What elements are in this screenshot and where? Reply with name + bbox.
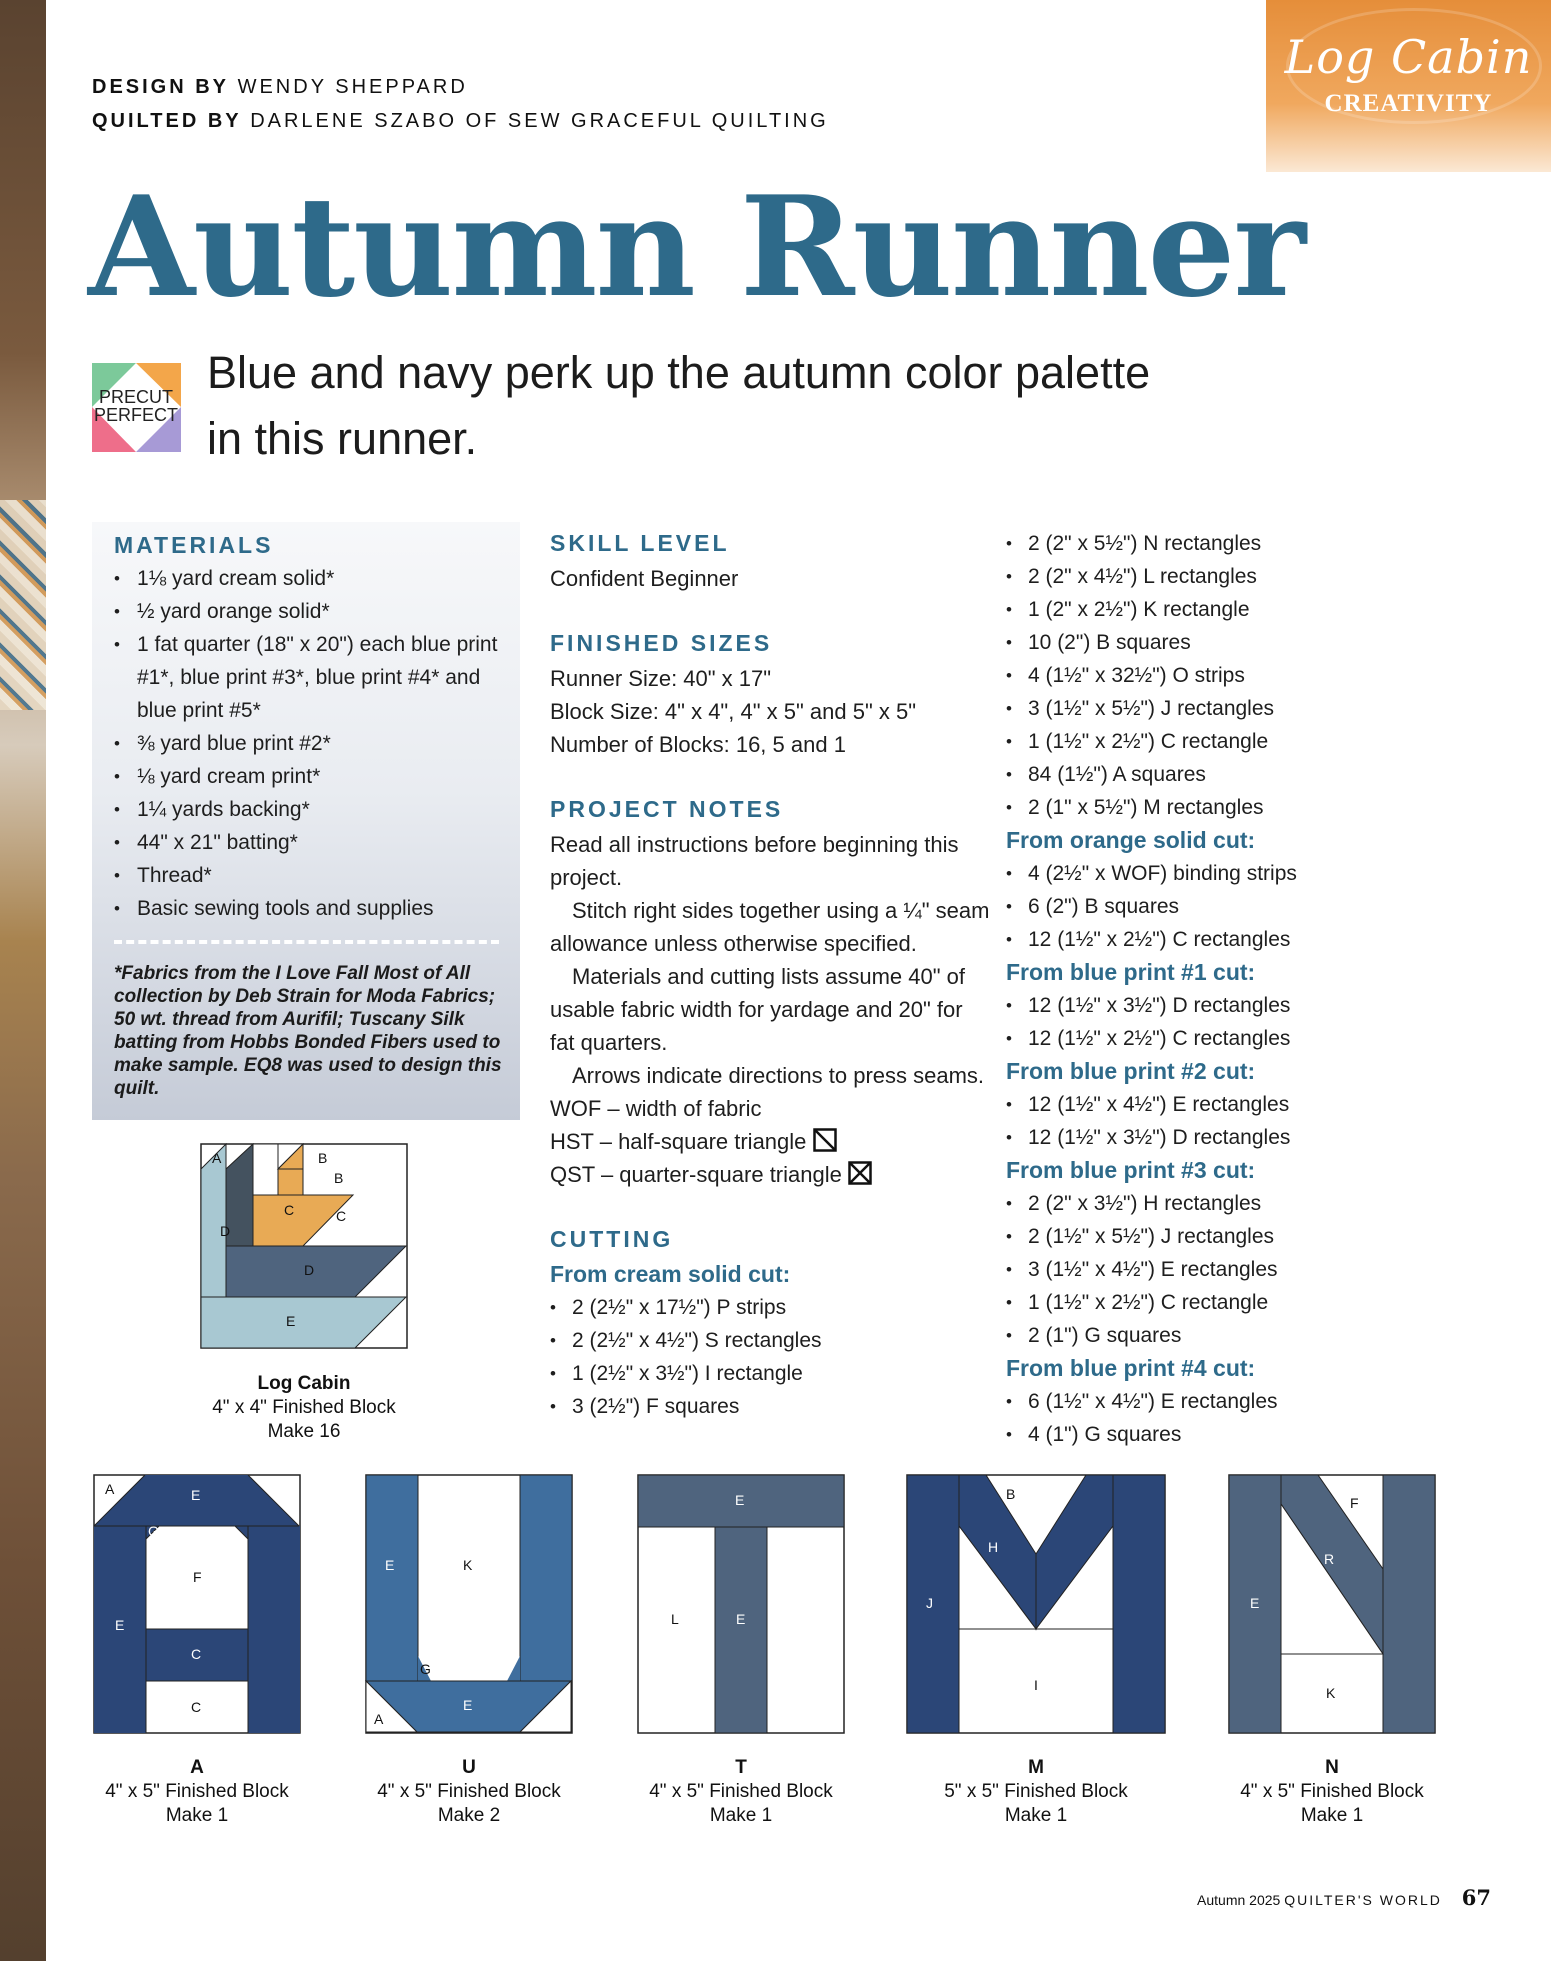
list-item: • 2 (1" x 5½") M rectangles — [1006, 791, 1366, 824]
hst-text: HST – half-square triangle — [550, 1129, 807, 1154]
n-block-label-r: R — [1324, 1551, 1335, 1567]
log-cabin-label-c: C — [284, 1202, 295, 1218]
t-block-label-e: E — [735, 1492, 745, 1508]
block-size: 4" x 5" Finished Block — [649, 1781, 833, 1802]
letter-u-caption — [342, 1756, 596, 1828]
u-block-label-a: A — [374, 1711, 384, 1727]
note-paragraph: Materials and cutting lists assume 40" of usable fabric width for yardage and 20" for fat quarters. — [550, 964, 965, 1055]
cutting-heading: CUTTING — [550, 1226, 674, 1252]
n-block-label-f: F — [1350, 1495, 1359, 1511]
design-label: DESIGN BY — [92, 76, 230, 98]
list-item: • 3 (1½" x 4½") E rectangles — [1006, 1253, 1366, 1286]
m-block-label-b: B — [1006, 1486, 1016, 1502]
section-badge — [1266, 0, 1551, 172]
cream-cut-list — [550, 1291, 990, 1423]
page-title: Autumn Runner — [88, 165, 1305, 328]
log-cabin-label-b: B — [334, 1170, 344, 1186]
list-item: • 12 (1½" x 2½") C rectangles — [1006, 923, 1366, 956]
block-name: N — [1325, 1757, 1339, 1778]
issue-date: Autumn 2025 — [1197, 1892, 1281, 1908]
list-item: • 3 (2½") F squares — [550, 1390, 990, 1423]
list-item: • 6 (1½" x 4½") E rectangles — [1006, 1385, 1366, 1418]
blue4-cut-list — [1006, 1385, 1366, 1451]
block-name: U — [462, 1757, 476, 1778]
badge-subtitle: CREATIVITY — [1324, 90, 1493, 117]
blue3-cut-list — [1006, 1187, 1366, 1352]
page-footer — [1197, 1885, 1491, 1910]
n-block-label-k: K — [1326, 1685, 1336, 1701]
notes-heading: PROJECT NOTES — [550, 796, 784, 822]
list-item: • 1 (2" x 2½") K rectangle — [1006, 593, 1366, 626]
list-item: • 12 (1½" x 3½") D rectangles — [1006, 989, 1366, 1022]
list-item: • 1⅛ yard cream solid* — [114, 562, 504, 595]
log-cabin-label-d: D — [220, 1223, 231, 1239]
sizes-heading: FINISHED SIZES — [550, 630, 773, 656]
subtitle-line2: in this runner. — [207, 413, 478, 464]
m-block-label-j: J — [926, 1595, 933, 1611]
u-block-label-k: K — [463, 1557, 473, 1573]
letter-a-caption — [70, 1756, 324, 1828]
cream-heading: From cream solid cut: — [550, 1261, 791, 1287]
list-item: • 44" x 21" batting* — [114, 826, 504, 859]
qst-text: QST – quarter-square triangle — [550, 1162, 842, 1187]
runner-size: Runner Size: 40" x 17" — [550, 666, 772, 691]
precut-line1: PRECUT — [98, 387, 174, 407]
block-quantity: Make 1 — [1300, 1805, 1364, 1826]
blue1-cut-list — [1006, 989, 1366, 1055]
cream-cut-list-continued — [1006, 527, 1366, 824]
note-paragraph: Arrows indicate directions to press seams. — [572, 1063, 985, 1088]
a-block-label-e: E — [191, 1487, 201, 1503]
letter-a-block-diagram — [93, 1474, 301, 1734]
designer-name: WENDY SHEPPARD — [237, 76, 468, 98]
log-cabin-label-b: B — [318, 1150, 328, 1166]
block-quantity: Make 1 — [165, 1805, 229, 1826]
quilted-label: QUILTED BY — [92, 110, 242, 132]
list-item: • 4 (2½" x WOF) binding strips — [1006, 857, 1366, 890]
block-size: Block Size: 4" x 4", 4" x 5" and 5" x 5" — [550, 699, 917, 724]
background-photo-strip — [0, 0, 46, 1961]
letter-n-block-diagram — [1228, 1474, 1436, 1734]
list-item: • ⅛ yard cream print* — [114, 760, 504, 793]
block-quantity: Make 2 — [437, 1805, 501, 1826]
a-block-label-c: C — [191, 1646, 202, 1662]
blue2-cut-list — [1006, 1088, 1366, 1154]
blue2-heading: From blue print #2 cut: — [1006, 1058, 1256, 1084]
a-block-label-g: G — [148, 1523, 159, 1539]
materials-list — [114, 562, 504, 925]
log-cabin-label-d: D — [304, 1262, 315, 1278]
note-paragraph: Read all instructions before beginning this project. — [550, 832, 959, 890]
log-cabin-block-diagram — [200, 1143, 408, 1349]
log-cabin-label-e: E — [286, 1313, 296, 1329]
list-item: • 12 (1½" x 4½") E rectangles — [1006, 1088, 1366, 1121]
list-item: • Thread* — [114, 859, 504, 892]
badge-title: Log Cabin — [1284, 30, 1533, 84]
log-cabin-label-a: A — [212, 1150, 222, 1166]
u-block-label-e: E — [385, 1557, 395, 1573]
quilted-credit — [92, 104, 829, 138]
blue3-heading: From blue print #3 cut: — [1006, 1157, 1256, 1183]
list-item: • 2 (2" x 3½") H rectangles — [1006, 1187, 1366, 1220]
letter-t-block-diagram — [637, 1474, 845, 1734]
list-item: • 4 (1½" x 32½") O strips — [1006, 659, 1366, 692]
orange-cut-list — [1006, 857, 1366, 956]
block-name: T — [735, 1757, 747, 1778]
list-item: • 10 (2") B squares — [1006, 626, 1366, 659]
skill-value: Confident Beginner — [550, 566, 739, 591]
block-size: 4" x 5" Finished Block — [377, 1781, 561, 1802]
log-cabin-label-c: C — [336, 1208, 347, 1224]
block-size: 4" x 5" Finished Block — [105, 1781, 289, 1802]
block-quantity: Make 1 — [709, 1805, 773, 1826]
t-block-label-l: L — [671, 1611, 679, 1627]
orange-heading: From orange solid cut: — [1006, 827, 1256, 853]
blue4-heading: From blue print #4 cut: — [1006, 1355, 1256, 1381]
list-item: • 1 fat quarter (18" x 20") each blue print #1*, blue print #3*, blue print #4* and blue print #5* — [114, 628, 504, 727]
list-item: • 12 (1½" x 2½") C rectangles — [1006, 1022, 1366, 1055]
t-block-label-e: E — [736, 1611, 746, 1627]
a-block-label-c: C — [191, 1699, 202, 1715]
a-block-label-e: E — [115, 1617, 125, 1633]
letter-n-caption — [1205, 1756, 1459, 1828]
hst-definition — [550, 1125, 990, 1158]
fabric-credits-note: *Fabrics from the I Love Fall Most of All collection by Deb Strain for Moda Fabrics; 50 wt. thread from Aurifil; Tuscany Silk batting from Hobbs Bonded Fibers used to make sample. EQ8 was used to design this quilt. — [114, 963, 502, 1099]
u-block-label-e: E — [463, 1697, 473, 1713]
a-block-label-f: F — [193, 1569, 202, 1585]
materials-heading: MATERIALS — [114, 532, 274, 558]
list-item: • Basic sewing tools and supplies — [114, 892, 504, 925]
n-block-label-e: E — [1250, 1595, 1260, 1611]
list-item: • 1¼ yards backing* — [114, 793, 504, 826]
block-name: A — [190, 1757, 204, 1778]
log-cabin-caption — [180, 1372, 428, 1444]
block-size: 4" x 5" Finished Block — [1240, 1781, 1424, 1802]
instructions-column — [550, 527, 990, 1423]
credits — [92, 70, 829, 138]
list-item: • 12 (1½" x 3½") D rectangles — [1006, 1121, 1366, 1154]
letter-t-caption — [614, 1756, 868, 1828]
list-item: • 2 (2½" x 4½") S rectangles — [550, 1324, 990, 1357]
list-item: • 6 (2") B squares — [1006, 890, 1366, 923]
list-item: • 2 (2" x 5½") N rectangles — [1006, 527, 1366, 560]
block-count: Number of Blocks: 16, 5 and 1 — [550, 732, 846, 757]
divider — [114, 940, 499, 944]
cutting-column — [1006, 527, 1366, 1451]
letter-u-block-diagram — [365, 1474, 573, 1734]
blue1-heading: From blue print #1 cut: — [1006, 959, 1256, 985]
list-item: • ½ yard orange solid* — [114, 595, 504, 628]
quilter-name: DARLENE SZABO OF SEW GRACEFUL QUILTING — [250, 110, 829, 132]
m-block-label-i: I — [1034, 1677, 1038, 1693]
note-paragraph: Stitch right sides together using a ¼" seam allowance unless otherwise specified. — [550, 898, 990, 956]
letter-m-caption — [909, 1756, 1163, 1828]
block-quantity: Make 1 — [1004, 1805, 1068, 1826]
skill-heading: SKILL LEVEL — [550, 530, 730, 556]
block-name: Log Cabin — [257, 1373, 351, 1394]
list-item: • 2 (2½" x 17½") P strips — [550, 1291, 990, 1324]
list-item: • 2 (1") G squares — [1006, 1319, 1366, 1352]
wof-definition: WOF – width of fabric — [550, 1096, 762, 1121]
magazine-name: QUILTER'S WORLD — [1284, 1892, 1442, 1908]
subtitle-line1: Blue and navy perk up the autumn color palette — [207, 347, 1151, 398]
block-name: M — [1028, 1757, 1044, 1778]
letter-m-block-diagram — [906, 1474, 1166, 1734]
a-block-label-a: A — [105, 1481, 115, 1497]
block-size: 4" x 4" Finished Block — [212, 1397, 396, 1418]
list-item: • 84 (1½") A squares — [1006, 758, 1366, 791]
qst-definition — [550, 1158, 990, 1191]
block-quantity: Make 16 — [267, 1421, 341, 1442]
list-item: • 3 (1½" x 5½") J rectangles — [1006, 692, 1366, 725]
precut-line2: PERFECT — [93, 405, 179, 425]
m-block-label-h: H — [988, 1539, 999, 1555]
list-item: • 1 (1½" x 2½") C rectangle — [1006, 725, 1366, 758]
materials-box — [92, 522, 520, 1120]
hst-icon — [813, 1128, 837, 1152]
subtitle — [207, 340, 1207, 472]
list-item: • ⅜ yard blue print #2* — [114, 727, 504, 760]
design-credit — [92, 70, 829, 104]
list-item: • 1 (2½" x 3½") I rectangle — [550, 1357, 990, 1390]
precut-perfect-logo — [92, 363, 181, 452]
list-item: • 2 (2" x 4½") L rectangles — [1006, 560, 1366, 593]
qst-icon — [848, 1161, 872, 1185]
page-number: 67 — [1461, 1885, 1491, 1910]
quilt-photo-edge — [0, 500, 46, 710]
list-item: • 4 (1") G squares — [1006, 1418, 1366, 1451]
list-item: • 2 (1½" x 5½") J rectangles — [1006, 1220, 1366, 1253]
u-block-label-g: G — [420, 1661, 431, 1677]
list-item: • 1 (1½" x 2½") C rectangle — [1006, 1286, 1366, 1319]
block-size: 5" x 5" Finished Block — [944, 1781, 1128, 1802]
